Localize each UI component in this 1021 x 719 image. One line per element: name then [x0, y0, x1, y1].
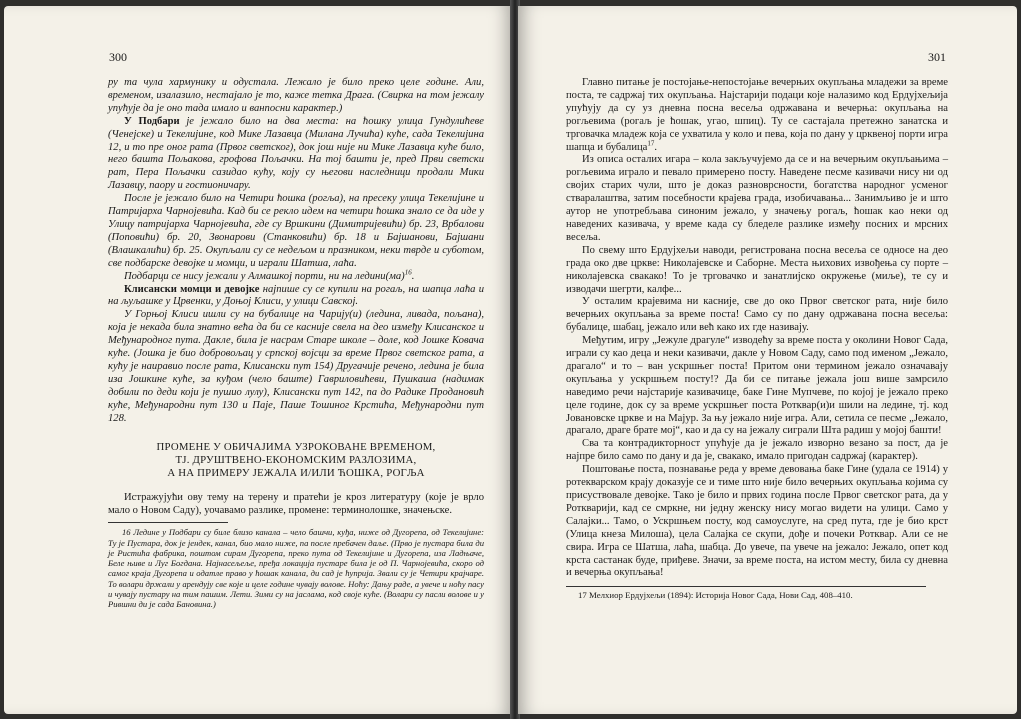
paragraph [108, 284, 484, 310]
text: ру та чула хармунику и одустала. Лежало је било преко целе године. Али, временом, изалазило, нестајало је то, каже тетка Драга. (Свирка на том јежалу упућује да је оно тада имало и ванпосни карактер.) [108, 77, 484, 114]
paragraph: У осталим крајевима ни касније, све до око Првог светског рата, није било вечерњих окупљања за време поста! Само су по дану одржавана посна весеља: бубалице, шабац, јежало или већ како их где називају. [566, 296, 948, 334]
text: је јежало било на два места: на ћошку улица Гундулићеве (Ченејске) и Текелијине, код Мике Лазавца (Милана Лучића) куће, сада Текелијина 12, и то пре оног рата (Првог светског), док још није ни Мике Лазавца куће било, него башта Пољакова, грофова Пољачки. На тој башти је, пред Први светски рат, Пера Пољачки сазидао кућу, коју су његови наследници продали Мики Лазавцу, паору и гостионичару. [108, 115, 484, 192]
paragraph: Из описа осталих игара – кола закључујемо да се и на вечерњим окупљањима – рогљевима играло и певало примерено посту. Наведене песме казивачи нису ни од својих старих чули, што је доказ разноврсности, богатства народног усменог стваралаштва, затим посебности крајева града, изобичавања... Занимљиво је и што аутор не употребљава синоним јежало, у значењу рогаљ, ћошак као неки од наведених казивача, у време када су бледеле разлике између посних и мрсних весеља. [566, 154, 948, 243]
paragraph: По свему што Ердујхељи наводи, регистрована посна весеља се односе на део града око две цркве: Николајевске и Саборне. Места њихових извођења су порте – николајевска свакако! То је трговачко и занатлијско окружење (миље), те су и изводачи шегрти, калфе... [566, 244, 948, 295]
heading-line: ПРОМЕНЕ У ОБИЧАЈИМА УЗРОКОВАНЕ ВРЕМЕНОМ, [156, 441, 436, 454]
page-number: 301 [928, 50, 946, 64]
footnote-rule [566, 586, 926, 587]
paragraph [108, 268, 484, 284]
text: . [654, 141, 658, 153]
paragraph [108, 193, 484, 270]
paragraph [108, 77, 484, 116]
right-text-body [566, 77, 948, 601]
paragraph: Међутим, игру „Јежуле драгуле“ изводећу за време поста у околини Новог Сада, играли су као деца и неки казивачи, дакле у Новом Саду, само под именом „Јежало, драгало“ и то – ван ускршњег поста! Притом они термином јежало означавају окупљања у ускршњем посту!? Да би се питање јежала још више замрсило наведимо речи најстарије казивачице, баке Гине Мупчеве, по којој је јежало преко целе године, док су за време ускршњег поста Ротквар(и)и шили на ледине, тј. код Јовановске цркве и на Мајур. За њу јежало није игра. Али, сетила се песме „Јежало, драгало, драге брате мој“, као и да су на јежалу сиграли Шта радиш у мојој башти! [566, 335, 948, 437]
footnote-ref: 17 [647, 139, 655, 147]
paragraph: Сва та контрадикторност упућује да је јежало изворно везано за пост, да је најпре било само по дану и да је, свакако, имало пригодан садржај (карактер). [566, 438, 948, 463]
right-page [518, 6, 1017, 714]
text: Подбарци се нису јежали у Алмашкој порти, ни на ледини(ма) [124, 270, 405, 282]
paragraph: Поштовање поста, познавање реда у време девовања баке Гине (удала се 1914) у ротекварском крају доказује се и тиме што није било вечерњих окупљања којима су присуствовале девојке. Тако је било и првих година после Првог светског рата, да у Роткварији, кад се смркне, ни једну женску нису могао видети на улици. Само у Салајки... Тамо, о Ускршњем посту, код самоуслуге, на сред пута, где је био крст (Улица кнеза Милоша), цела Салајка се скупи, дође и почеки Ротквар. Али се не свира. Игра се Шатша, лаћа, шабца. До увече, па увече на јежало: Јежало, опет код крста састанак буде, приђеве. Значи, за време поста, на истом месту, била су дневна и вечерња окупљања! [566, 464, 948, 579]
left-page [4, 6, 512, 714]
page-number: 300 [109, 50, 127, 64]
paragraph [108, 116, 484, 193]
text: После је јежало било на Четири ћошка (рогља), на пресеку улица Текелијине и Патријарха Чарнојевића. Кад би се рекло идем на четири ћошка знало се да иде у Улицу патријарха Чарнојевића, где су Вршкини (Димитријевићи) бр. 23, Врбалови (Поповићи) бр. 20, Звонарови (Станковићи) бр. 18 и Бајшанови, Бајшани (Влашкалићи) бр. 25. Окупљали су се недељом и празником, неки тврде и суботом, све подбарске девојке и момци, и играли Шатша, лаћа. [108, 193, 484, 269]
text: . [411, 270, 415, 282]
heading-line: ТЈ. ДРУШТВЕНО-ЕКОНОМСКИМ РАЗЛОЗИМА, [175, 454, 417, 467]
text: Главно питање је постојање-непостојање вечерњих окупљања младежи за време поста, те садржај тих окупљања. Најстарији подаци које налазимо код Ердујхељија упућују да су уз дневна посна весеља одржавана и вечерња: окупљања на рогљевима (рогаљ је ћошак, угао, шпиц). Ту се састајала претежно занатска и трговачка младеж која се ухватила у коло и пева, која по дану у црквеној порти игра шапца и бубалица [566, 77, 948, 153]
paragraph [566, 77, 948, 154]
text: У Горњој Клиси ишли су на бубалице на Чарију(и) (ледина, ливада, пољана), која је некада била знатно већа да би се касније свела на део између Клисанског и Међународног пута. Дакле, била је насрам Старе школе – доле, код Јошке Ковача куће. (Јошка је био добровољац у српској војсци за време Првог светског рата, а кућу је наиравио после рата, Клисански пут 154) Другачије речено, ледина је била иза Јошкине куће, за куђом (чело баште) Гавриловићеви, Пушкаша (надимак добили по деди који је пушио лулу), Клисански пут 142, па до Радике Продановић куће, Међународни пут 130 и Паје, Паше Тошиног Крстића, Међународни пут 128. [108, 309, 484, 424]
bold-lead: У Подбари [124, 115, 180, 127]
footnote: 17 Мелхиор Ердујхељи (1894): Историја Новог Сада, Нови Сад, 408–410. [578, 590, 853, 601]
heading-line: А НА ПРИМЕРУ ЈЕЖАЛА И/ИЛИ ЋОШКА, РОГЉА [167, 467, 425, 480]
paragraph: Истражујући ову тему на терену и пратећи је кроз литературу (које је врло мало о Новом Саду), уочавамо разлике, промене: терминолошке, значењске. [108, 492, 484, 517]
text: најпише су се купили на рогаљ, на шапца лаћа и на љуљашке у Црвенки, у Доњој Клиси, у улици Савској. [108, 283, 484, 308]
footnote-ref: 16 [404, 268, 412, 277]
bold-lead: Клисански момци и девојке [124, 283, 260, 295]
paragraph [108, 309, 484, 425]
left-text-body [108, 77, 484, 610]
footnote-rule [108, 522, 228, 523]
section-heading [108, 441, 484, 480]
footnote: 16 Ледине у Подбари су биле близо канала – чело башчи, куђа, ниже од Дугорепа, од Текелијине: Ту је Пустара, док је јендек, канал, био мало ниже, па после пребачен даље. (Прво је пустара била ди је Ристића фабрика, поштом сирам Дугорепа, преко пута од Текелијине и Дугорепа, иза Ладњаче, Беле њиве и Луг Богдана. Најнасељеље, пређа локација пустаре била је од П. Чарнојевића, скоро од самог краја Дугорепа и одатле право у ћошак канала, ди сад је ћуприја. Звали су је Четири крајчаре. То волари држали у арендују све које и целе године чувају волове. Ноћу: Дању раде, а увече и ноћу пасу и чувају пустару на тим пашим. Лети. Зими су на јаслама, код своје куће. (Волари су пасли волове и у Рившни ди је сада Бановина.) [108, 527, 484, 610]
